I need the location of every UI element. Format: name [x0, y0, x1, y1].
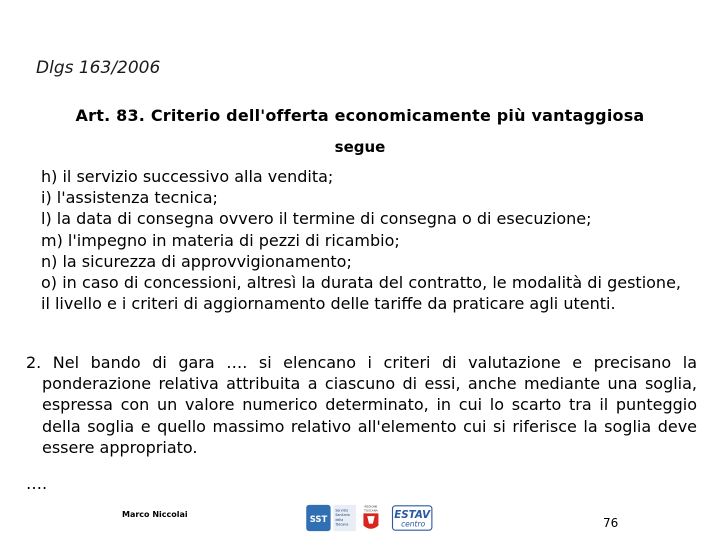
- paragraph-2: 2. Nel bando di gara …. si elencano i criteri di valutazione e precisano la ponderazione relativa attribuita a ciascuno di essi, anche mediante una soglia, espressa con un valore numerico determinato, in cui lo scarto tra il punteggio della soglia e quello massimo relativo all'elemento cui si riferisce la soglia deve essere appropriato.: [26, 353, 697, 457]
- estav-logo-sub: centro: [401, 519, 426, 529]
- svg-text:REGIONE: REGIONE: [364, 504, 378, 509]
- ellipsis: ….: [26, 474, 48, 493]
- list-item: n) la sicurezza di approvvigionamento;: [41, 251, 352, 271]
- continued-label: segue: [334, 138, 386, 156]
- svg-text:TOSCANA: TOSCANA: [364, 508, 378, 513]
- sst-logo: [306, 505, 356, 531]
- estav-logo-text: ESTAV: [394, 509, 431, 521]
- list-item: h) il servizio successivo alla vendita;: [41, 167, 334, 186]
- regione-toscana-logo: [363, 505, 378, 529]
- subtitle: Dlgs 163/2006: [36, 58, 161, 78]
- footer-logos: [300, 503, 440, 533]
- list-item: l) la data di consegna ovvero il termine di consegna o di esecuzione;: [41, 209, 592, 229]
- list-item: i) l'assistenza tecnica;: [41, 188, 218, 208]
- page-number: 76: [603, 516, 619, 530]
- slide-title: Art. 83. Criterio dell'offerta economicamente più vantaggiosa: [75, 106, 645, 125]
- list-item: m) l'impegno in materia di pezzi di ricambio;: [41, 230, 400, 250]
- criteria-list: [41, 166, 681, 314]
- sst-logo-text: SST: [309, 513, 328, 524]
- estav-centro-logo: [393, 506, 432, 530]
- list-item: o) in caso di concessioni, altresì la durata del contratto, le modalità di gestione, il livello e i criteri di aggiornamento delle tariffe da praticare agli utenti.: [41, 273, 681, 314]
- sst-caption: Servizio Sanitario della Toscana: [335, 508, 350, 527]
- footer-author: Marco Niccolai: [122, 510, 188, 519]
